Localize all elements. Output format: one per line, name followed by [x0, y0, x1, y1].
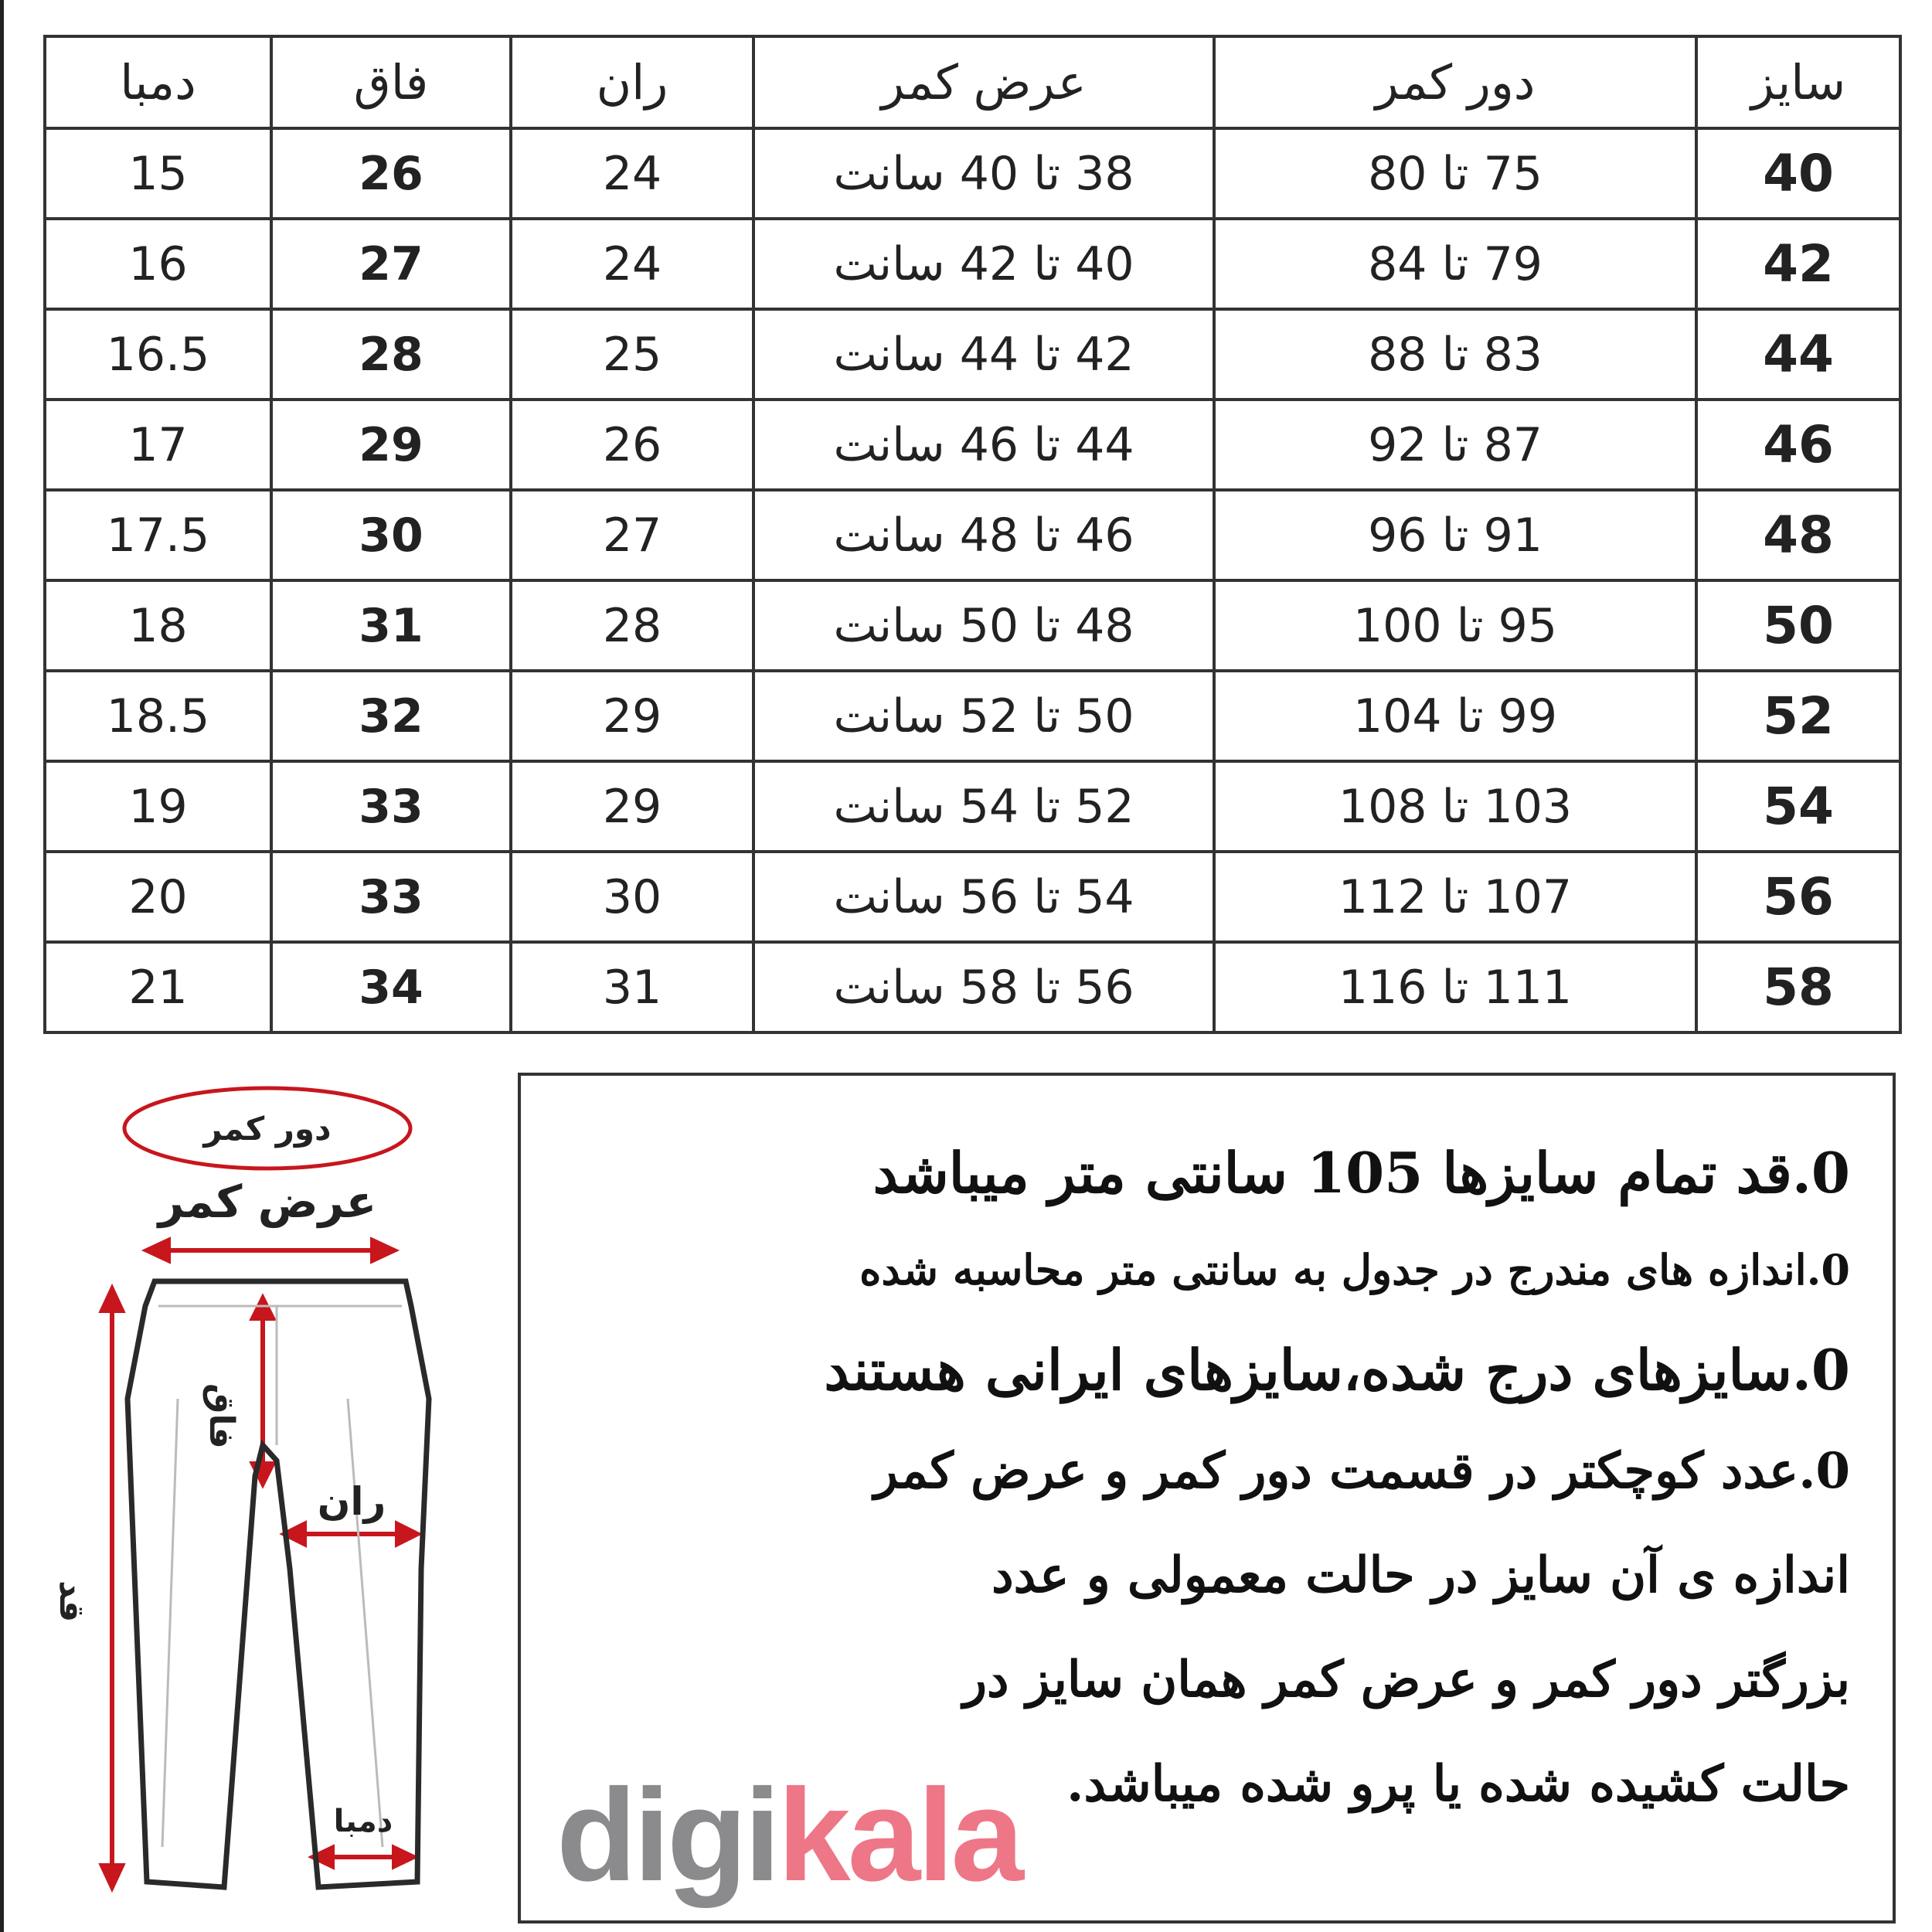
- cell-rise: 32: [271, 671, 511, 761]
- cell-hem: 17.5: [45, 490, 271, 580]
- cell-waist-width: 56 تا 58 سانت: [753, 942, 1214, 1032]
- cell-hem: 18.5: [45, 671, 271, 761]
- cell-rise: 29: [271, 400, 511, 490]
- cell-rise: 26: [271, 128, 511, 219]
- cell-size: 46: [1696, 400, 1900, 490]
- cell-waist-circumference: 83 تا 88: [1214, 309, 1696, 400]
- cell-hem: 16: [45, 219, 271, 309]
- cell-waist-width: 42 تا 44 سانت: [753, 309, 1214, 400]
- header-waist-circumference: دور کمر: [1214, 36, 1696, 128]
- cell-thigh: 26: [511, 400, 753, 490]
- table-row: [45, 671, 1900, 761]
- header-hem: دمبا: [45, 36, 271, 128]
- cell-thigh: 27: [511, 490, 753, 580]
- cell-waist-circumference: 99 تا 104: [1214, 671, 1696, 761]
- cell-waist-width: 38 تا 40 سانت: [753, 128, 1214, 219]
- digikala-watermark: [556, 1762, 1022, 1909]
- cell-thigh: 29: [511, 671, 753, 761]
- cell-rise: 33: [271, 761, 511, 852]
- table-header-row: [45, 36, 1900, 128]
- table-row: [45, 490, 1900, 580]
- pants-seams: [158, 1306, 402, 1847]
- cell-waist-circumference: 75 تا 80: [1214, 128, 1696, 219]
- cell-thigh: 25: [511, 309, 753, 400]
- table-row: [45, 761, 1900, 852]
- table-row: [45, 942, 1900, 1032]
- cell-waist-width: 54 تا 56 سانت: [753, 852, 1214, 942]
- cell-thigh: 30: [511, 852, 753, 942]
- cell-thigh: 24: [511, 219, 753, 309]
- label-thigh: ران: [317, 1479, 386, 1524]
- cell-hem: 16.5: [45, 309, 271, 400]
- note-line-5: اندازه ی آن سایز در حالت معمولی و عدد: [992, 1546, 1850, 1604]
- header-size: سایز: [1696, 36, 1900, 128]
- watermark-kala: kala: [777, 1762, 1022, 1909]
- cell-size: 48: [1696, 490, 1900, 580]
- cell-size: 44: [1696, 309, 1900, 400]
- cell-rise: 34: [271, 942, 511, 1032]
- cell-size: 56: [1696, 852, 1900, 942]
- cell-waist-width: 50 تا 52 سانت: [753, 671, 1214, 761]
- cell-thigh: 31: [511, 942, 753, 1032]
- cell-thigh: 24: [511, 128, 753, 219]
- cell-rise: 27: [271, 219, 511, 309]
- note-line-2: 0.اندازه های مندرج در جدول به سانتی متر محاسبه شده: [859, 1245, 1850, 1294]
- cell-size: 58: [1696, 942, 1900, 1032]
- note-line-7: حالت کشیده شده یا پرو شده میباشد.: [1066, 1755, 1850, 1813]
- table-row: [45, 852, 1900, 942]
- header-waist-width: عرض کمر: [753, 36, 1214, 128]
- cell-waist-width: 44 تا 46 سانت: [753, 400, 1214, 490]
- pants-outline-icon: [128, 1281, 429, 1887]
- cell-size: 50: [1696, 580, 1900, 671]
- note-line-4: 0.عدد کوچکتر در قسمت دور کمر و عرض کمر: [874, 1442, 1850, 1500]
- cell-waist-width: 40 تا 42 سانت: [753, 219, 1214, 309]
- note-line-3: 0.سایزهای درج شده،سایزهای ایرانی هستند: [824, 1337, 1850, 1403]
- cell-waist-circumference: 95 تا 100: [1214, 580, 1696, 671]
- cell-waist-circumference: 111 تا 116: [1214, 942, 1696, 1032]
- cell-hem: 21: [45, 942, 271, 1032]
- note-line-6: بزرگتر دور کمر و عرض کمر همان سایز در: [963, 1651, 1850, 1709]
- cell-waist-circumference: 91 تا 96: [1214, 490, 1696, 580]
- cell-rise: 33: [271, 852, 511, 942]
- watermark-digi: digi: [556, 1762, 778, 1909]
- cell-rise: 31: [271, 580, 511, 671]
- cell-size: 40: [1696, 128, 1900, 219]
- cell-waist-width: 48 تا 50 سانت: [753, 580, 1214, 671]
- cell-thigh: 28: [511, 580, 753, 671]
- note-line-1: 0.قد تمام سایزها 105 سانتی متر میباشد: [872, 1140, 1850, 1206]
- cell-thigh: 29: [511, 761, 753, 852]
- cell-rise: 28: [271, 309, 511, 400]
- table-row: [45, 309, 1900, 400]
- cell-hem: 15: [45, 128, 271, 219]
- table-row: [45, 400, 1900, 490]
- pants-measurement-diagram: [31, 1074, 464, 1917]
- cell-rise: 30: [271, 490, 511, 580]
- label-rise: فاق: [202, 1383, 241, 1449]
- left-edge: [0, 0, 4, 1932]
- cell-size: 52: [1696, 671, 1900, 761]
- cell-hem: 18: [45, 580, 271, 671]
- cell-waist-circumference: 87 تا 92: [1214, 400, 1696, 490]
- label-hem: دمبا: [333, 1804, 393, 1839]
- cell-waist-circumference: 107 تا 112: [1214, 852, 1696, 942]
- header-thigh: ران: [511, 36, 753, 128]
- cell-hem: 20: [45, 852, 271, 942]
- cell-waist-width: 52 تا 54 سانت: [753, 761, 1214, 852]
- arrows: [102, 1240, 417, 1887]
- label-length: قد: [52, 1580, 91, 1623]
- size-table: [43, 35, 1902, 1034]
- table-row: [45, 128, 1900, 219]
- label-waist-width: عرض کمر: [158, 1175, 377, 1228]
- label-waist-circumference: دور کمر: [203, 1110, 332, 1148]
- cell-waist-width: 46 تا 48 سانت: [753, 490, 1214, 580]
- header-rise: فاق: [271, 36, 511, 128]
- cell-size: 54: [1696, 761, 1900, 852]
- table-row: [45, 219, 1900, 309]
- cell-waist-circumference: 79 تا 84: [1214, 219, 1696, 309]
- table-row: [45, 580, 1900, 671]
- cell-hem: 17: [45, 400, 271, 490]
- cell-size: 42: [1696, 219, 1900, 309]
- cell-hem: 19: [45, 761, 271, 852]
- cell-waist-circumference: 103 تا 108: [1214, 761, 1696, 852]
